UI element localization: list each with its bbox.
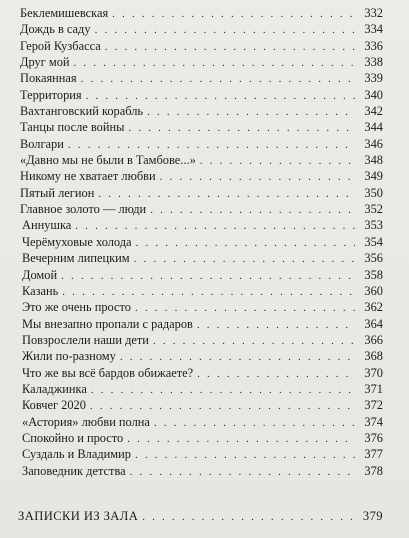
toc-entry: [18, 119, 383, 135]
leader-dots: [134, 251, 355, 267]
toc-entry-page: 350: [364, 185, 383, 200]
leader-dots: [62, 284, 355, 300]
toc-entry-page: 374: [364, 414, 383, 429]
toc-entry-title: Дождь в саду: [20, 22, 91, 37]
toc-entry-title: «Астория» любви полна: [22, 414, 150, 429]
toc-entry-title: Заповедник детства: [22, 463, 126, 478]
toc-entry: [18, 70, 383, 86]
toc-entry-title: Друг мой: [20, 55, 70, 70]
leader-dots: [160, 169, 355, 185]
toc-entry-page: 372: [364, 398, 383, 413]
toc-entry-page: 366: [364, 332, 383, 347]
toc-entry: [18, 283, 383, 299]
toc-entry-page: 348: [364, 153, 383, 168]
toc-entry-title: Волгари: [20, 136, 64, 151]
toc-entry: [18, 508, 383, 524]
leader-dots: [135, 300, 355, 316]
toc-entry-title: Герой Кузбасса: [20, 38, 101, 53]
toc-entry-page: 376: [364, 430, 383, 445]
leader-dots: [112, 6, 355, 22]
leader-dots: [91, 382, 355, 398]
toc-entry: [18, 267, 383, 283]
toc-entry: [18, 21, 383, 37]
toc-entry-title: Пятый легион: [20, 185, 95, 200]
toc-entry-page: 360: [364, 283, 383, 298]
toc-entry-page: 378: [364, 463, 383, 478]
toc-entry-page: 364: [364, 316, 383, 331]
toc-entry-title: Повзрослели наши дети: [22, 332, 149, 347]
toc-entry-page: 339: [364, 71, 383, 86]
toc-entry: [18, 446, 383, 462]
leader-dots: [105, 39, 355, 55]
leader-dots: [90, 398, 355, 414]
toc-section-heading: [18, 508, 383, 524]
toc-entry-title: Покаянная: [20, 71, 77, 86]
toc-entry: [18, 136, 383, 152]
toc-entry: [18, 316, 383, 332]
leader-dots: [200, 153, 355, 169]
table-of-contents: [18, 5, 383, 479]
toc-entry-title: Казань: [22, 283, 59, 298]
toc-entry-page: 349: [364, 169, 383, 184]
leader-dots: [136, 235, 355, 251]
toc-entry-title: Это же очень просто: [22, 300, 131, 315]
leader-dots: [150, 202, 355, 218]
toc-entry: [18, 414, 383, 430]
toc-entry-title: Что же вы всё бардов обижаете?: [22, 365, 194, 380]
section-title: ЗАПИСКИ ИЗ ЗАЛА: [18, 509, 139, 523]
toc-entry-page: 358: [364, 267, 383, 282]
toc-entry-title: Спокойно и просто: [22, 430, 124, 445]
leader-dots: [95, 22, 355, 38]
leader-dots: [197, 317, 355, 333]
toc-entry-page: 336: [364, 38, 383, 53]
toc-entry-page: 346: [364, 136, 383, 151]
toc-entry-page: 334: [364, 22, 383, 37]
leader-dots: [154, 415, 355, 431]
toc-entry-page: 370: [364, 365, 383, 380]
toc-entry-title: Черёмуховые холода: [22, 234, 132, 249]
toc-entry-title: Мы внезапно пропали с радаров: [22, 316, 193, 331]
toc-entry-page: 371: [364, 381, 383, 396]
toc-entry-title: Домой: [22, 267, 58, 282]
toc-entry: [18, 397, 383, 413]
toc-entry-title: Территория: [20, 87, 82, 102]
leader-dots: [127, 431, 355, 447]
toc-entry-title: Каладжинка: [22, 381, 87, 396]
leader-dots: [98, 186, 355, 202]
leader-dots: [61, 268, 355, 284]
toc-entry: [18, 5, 383, 21]
toc-entry-page: 338: [364, 55, 383, 70]
leader-dots: [128, 120, 355, 136]
leader-dots: [130, 464, 355, 480]
toc-entry: [18, 250, 383, 266]
toc-entry: [18, 217, 383, 233]
toc-entry-page: 368: [364, 349, 383, 364]
toc-entry: [18, 348, 383, 364]
toc-entry: [18, 168, 383, 184]
toc-entry: [18, 152, 383, 168]
leader-dots: [75, 218, 355, 234]
toc-entry: [18, 38, 383, 54]
toc-entry-page: 352: [364, 202, 383, 217]
toc-entry: [18, 365, 383, 381]
toc-entry: [18, 87, 383, 103]
toc-entry-page: 377: [364, 447, 383, 462]
leader-dots: [81, 71, 355, 87]
leader-dots: [142, 509, 355, 525]
toc-entry: [18, 103, 383, 119]
leader-dots: [74, 55, 355, 71]
toc-entry-title: Главное золото — люди: [20, 202, 147, 217]
toc-entry-title: Вахтанговский корабль: [20, 104, 144, 119]
toc-entry: [18, 430, 383, 446]
toc-entry-page: 344: [364, 120, 383, 135]
toc-entry-page: 354: [364, 234, 383, 249]
toc-entry: [18, 381, 383, 397]
toc-entry: [18, 299, 383, 315]
toc-entry-title: Аннушка: [22, 218, 72, 233]
section-page: 379: [362, 509, 383, 523]
toc-entry-title: Беклемишевская: [20, 6, 109, 20]
toc-entry-page: 353: [364, 218, 383, 233]
toc-entry-title: Ковчег 2020: [22, 398, 86, 413]
toc-entry: [18, 201, 383, 217]
leader-dots: [197, 366, 355, 382]
toc-entry-title: Никому не хватает любви: [20, 169, 156, 184]
toc-entry-title: «Давно мы не были в Тамбове...»: [20, 153, 196, 168]
toc-entry-page: 342: [364, 104, 383, 119]
leader-dots: [135, 447, 355, 463]
toc-entry: [18, 332, 383, 348]
toc-entry-page: 340: [364, 87, 383, 102]
toc-entry-page: 362: [364, 300, 383, 315]
leader-dots: [153, 333, 355, 349]
leader-dots: [120, 349, 355, 365]
toc-entry-title: Танцы после войны: [20, 120, 125, 135]
toc-entry: [18, 185, 383, 201]
toc-entry: [18, 54, 383, 70]
leader-dots: [147, 104, 355, 120]
toc-entry: [18, 234, 383, 250]
toc-entry-page: 332: [364, 6, 383, 20]
leader-dots: [86, 88, 355, 104]
toc-entry-title: Вечерним липецким: [22, 251, 130, 266]
toc-entry-title: Жили по-разному: [22, 349, 116, 364]
toc-entry: [18, 463, 383, 479]
leader-dots: [68, 137, 355, 153]
toc-entry-page: 356: [364, 251, 383, 266]
toc-entry-title: Суздаль и Владимир: [22, 447, 131, 462]
